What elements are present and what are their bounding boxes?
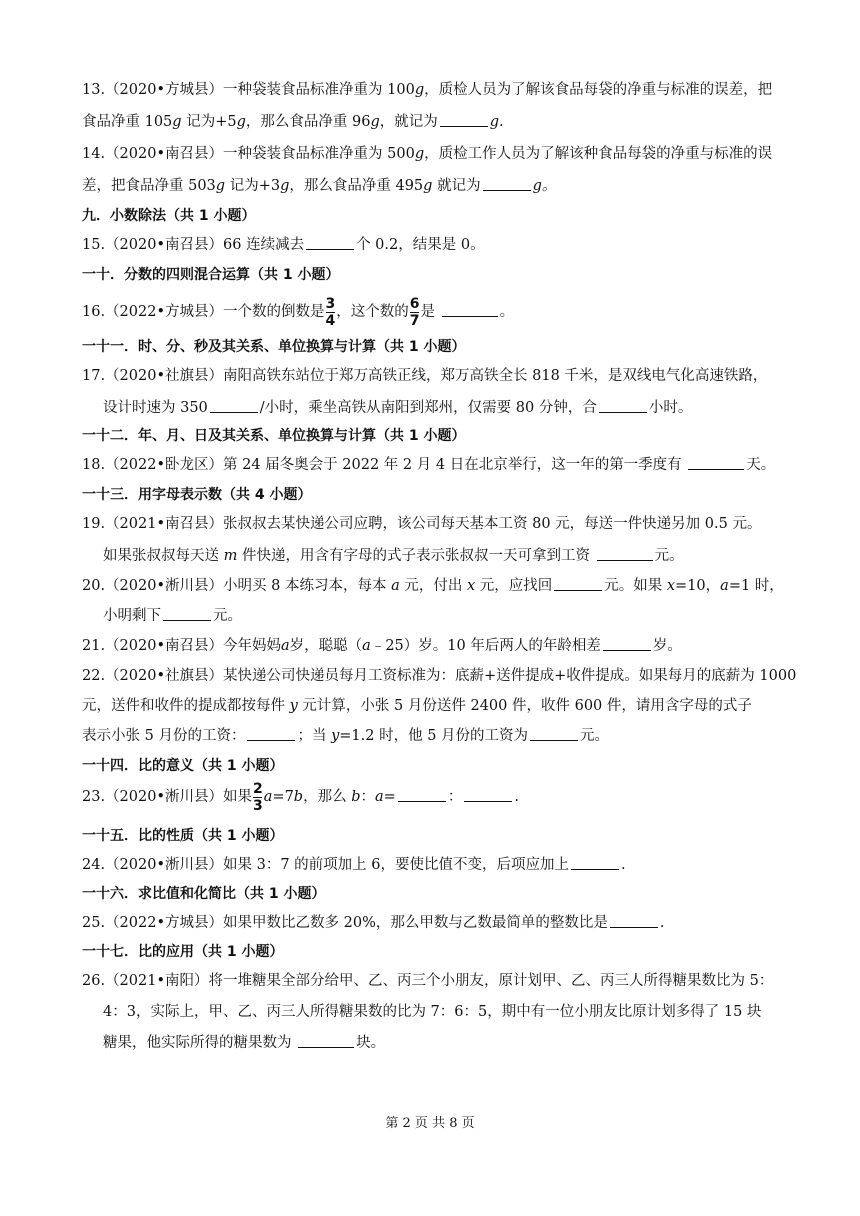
q20-line2: 小明剩下 元。 — [103, 608, 242, 624]
q21: 21.（2020•南召县）今年妈妈a岁，聪聪（a﹣25）岁。10 年后两人的年龄相差 岁。 — [82, 638, 682, 654]
q17-line1: 17.（2020•社旗县）南阳高铁东站位于郑万高铁正线，郑万高铁全长 818 千米，是双线电气化高速铁路， — [82, 368, 768, 384]
answer-blank[interactable] — [530, 726, 578, 741]
q22-line2: 元，送件和收件的提成都按每件 y 元计算，小张 5 月份送件 2400 件，收件 600 件，请用含字母的式子 — [82, 698, 752, 714]
section-heading: 九．小数除法（共 1 小题） — [82, 208, 256, 224]
q14-line1: 14.（2020•南召县）一种袋装食品标准净重为 500g，质检工作人员为了解该种食品每袋的净重与标准的误 — [82, 146, 773, 162]
section-heading: 一十五．比的性质（共 1 小题） — [82, 828, 284, 844]
q20-line1: 20.（2020•淅川县）小明买 8 本练习本，每本 a 元，付出 x 元，应找回 元。如果 x=10，a=1 时， — [82, 578, 784, 594]
q13-line2: 食品净重 105g 记为+5g，那么食品净重 96g，就记为 g. — [82, 114, 504, 130]
q17-line2: 设计时速为 350 /小时，乘坐高铁从南阳到郑州，仅需要 80 分钟，合 小时。 — [103, 400, 693, 416]
q14-line2: 差，把食品净重 503g 记为+3g，那么食品净重 495g 就记为 g。 — [82, 178, 557, 194]
answer-blank[interactable] — [210, 398, 258, 413]
q26-line1: 26.（2021•南阳）将一堆糖果全部分给甲、乙、丙三个小朋友，原计划甲、乙、丙三人所得糖果数比为 5： — [82, 973, 774, 989]
section-heading: 一十三．用字母表示数（共 4 小题） — [82, 487, 312, 503]
answer-blank[interactable] — [554, 576, 602, 591]
q26-line3: 糖果，他实际所得的糖果数为 块。 — [103, 1035, 386, 1051]
section-heading: 一十四．比的意义（共 1 小题） — [82, 758, 284, 774]
q13-line1: 13.（2020•方城县）一种袋装食品标准净重为 100g，质检人员为了解该食品每袋的净重与标准的误差，把 — [82, 82, 773, 98]
answer-blank[interactable] — [688, 455, 744, 470]
page-number: 第 2 页 共 8 页 — [385, 1116, 475, 1131]
q19-line2: 如果张叔叔每天送 m 件快递，用含有字母的式子表示张叔叔一天可拿到工资 元。 — [103, 548, 684, 564]
answer-blank[interactable] — [398, 787, 446, 802]
fraction: $\frac{6}{7}$ — [409, 295, 420, 329]
answer-blank[interactable] — [306, 235, 354, 250]
q18: 18.（2022•卧龙区）第 24 届冬奥会于 2022 年 2 月 4 日在北京举行，这一年的第一季度有 天。 — [82, 457, 776, 473]
answer-blank[interactable] — [610, 913, 658, 928]
fraction: $\frac{2}{3}$ — [253, 780, 263, 814]
answer-blank[interactable] — [483, 176, 531, 191]
section-heading: 一十．分数的四则混合运算（共 1 小题） — [82, 267, 340, 283]
answer-blank[interactable] — [464, 787, 512, 802]
section-heading: 一十一．时、分、秒及其关系、单位换算与计算（共 1 小题） — [82, 339, 466, 355]
q26-line2: 4：3，实际上，甲、乙、丙三人所得糖果数的比为 7：6：5，期中有一位小朋友比原计划多得了 15 块 — [103, 1004, 762, 1020]
q25: 25.（2022•方城县）如果甲数比乙数多 20%，那么甲数与乙数最简单的整数比是 . — [82, 915, 665, 931]
answer-blank[interactable] — [440, 112, 488, 127]
answer-blank[interactable] — [298, 1033, 354, 1048]
section-heading: 一十二．年、月、日及其关系、单位换算与计算（共 1 小题） — [82, 428, 466, 444]
q15: 15.（2020•南召县）66 连续减去 个 0.2，结果是 0。 — [82, 237, 485, 253]
answer-blank[interactable] — [442, 302, 498, 317]
q23: 23.（2020•淅川县）如果 $\frac{2}{3}$ a=7b，那么 b：a= ： . — [82, 780, 519, 814]
answer-blank[interactable] — [571, 855, 619, 870]
answer-blank[interactable] — [599, 398, 647, 413]
q22-line1: 22.（2020•社旗县）某快递公司快递员每月工资标准为：底薪+送件提成+收件提成。如果每月的底薪为 1000 — [82, 668, 797, 684]
q19-line1: 19.（2021•南召县）张叔叔去某快递公司应聘，该公司每天基本工资 80 元，每送一件快递另加 0.5 元。 — [82, 516, 762, 532]
q16: 16.（2022•方城县）一个数的倒数是 $\frac{3}{4}$ ，这个数的 $\frac{6}{7}$ 是 。 — [82, 295, 515, 329]
q24: 24.（2020•淅川县）如果 3：7 的前项加上 6，要使比值不变，后项应加上 . — [82, 857, 626, 873]
section-heading: 一十六．求比值和化简比（共 1 小题） — [82, 886, 326, 902]
section-heading: 一十七．比的应用（共 1 小题） — [82, 944, 284, 960]
fraction: $\frac{3}{4}$ — [325, 295, 336, 329]
answer-blank[interactable] — [597, 546, 653, 561]
answer-blank[interactable] — [247, 726, 295, 741]
answer-blank[interactable] — [163, 606, 211, 621]
answer-blank[interactable] — [603, 636, 651, 651]
q22-line3: 表示小张 5 月份的工资： ；当 y=1.2 时，他 5 月份的工资为 元。 — [82, 728, 610, 744]
